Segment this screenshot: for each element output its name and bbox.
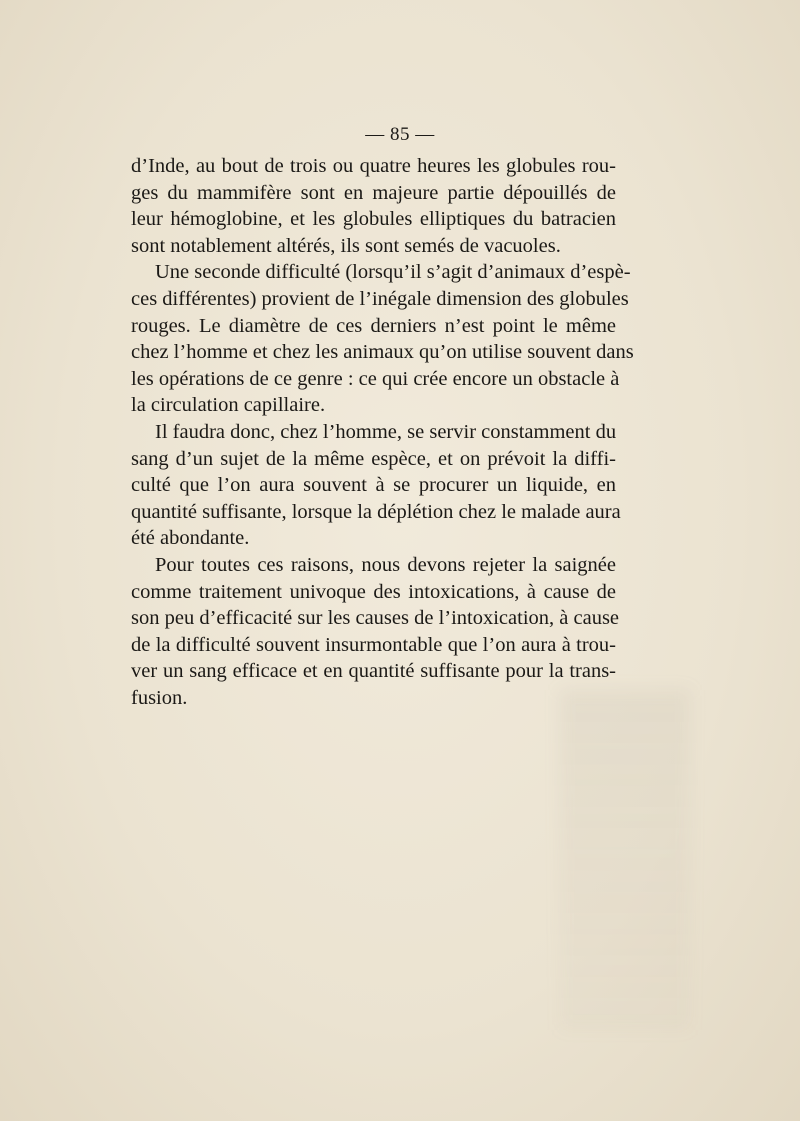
text-line: ces différentes) provient de l’inégale dimension des globules — [131, 287, 629, 310]
text-line: sont notablement altérés, ils sont semés de vacuoles. — [131, 234, 561, 257]
text-line: leur hémoglobine, et les globules elliptiques du batracien — [131, 208, 616, 231]
text-line: de la difficulté souvent insurmontable que l’on aura à trou- — [131, 633, 616, 656]
page-number: — 85 — — [365, 124, 435, 145]
text-line: quantité suffisante, lorsque la déplétion chez le malade aura — [131, 500, 621, 523]
text-line: rouges. Le diamètre de ces derniers n’est point le même — [131, 314, 616, 337]
text-line: son peu d’efficacité sur les causes de l’intoxication, à cause — [131, 607, 620, 630]
text-line: Pour toutes ces raisons, nous devons rejeter la saignée — [155, 553, 616, 576]
text-line: la circulation capillaire. — [131, 394, 326, 417]
text-line: été abondante. — [131, 527, 250, 550]
show-through-stain — [560, 690, 690, 1030]
text-line: ver un sang efficace et en quantité suffisante pour la trans- — [131, 660, 616, 683]
text-line: comme traitement univoque des intoxications, à cause de — [131, 580, 616, 603]
text-line: d’Inde, au bout de trois ou quatre heures les globules rou- — [131, 155, 616, 177]
text-line: culté que l’on aura souvent à se procurer un liquide, en — [131, 474, 616, 497]
text-line: Une seconde difficulté (lorsqu’il s’agit d’animaux d’espè- — [155, 261, 631, 284]
text-line: les opérations de ce genre : ce qui crée encore un obstacle à — [131, 367, 620, 390]
body-text — [131, 153, 634, 711]
text-line: chez l’homme et chez les animaux qu’on utilise souvent dans — [131, 341, 634, 364]
text-line: sang d’un sujet de la même espèce, et on prévoit la diffi- — [131, 447, 616, 470]
text-line: Il faudra donc, chez l’homme, se servir constamment du — [155, 420, 617, 443]
text-line: fusion. — [131, 686, 188, 709]
text-line: ges du mammifère sont en majeure partie dépouillés de — [131, 181, 616, 204]
